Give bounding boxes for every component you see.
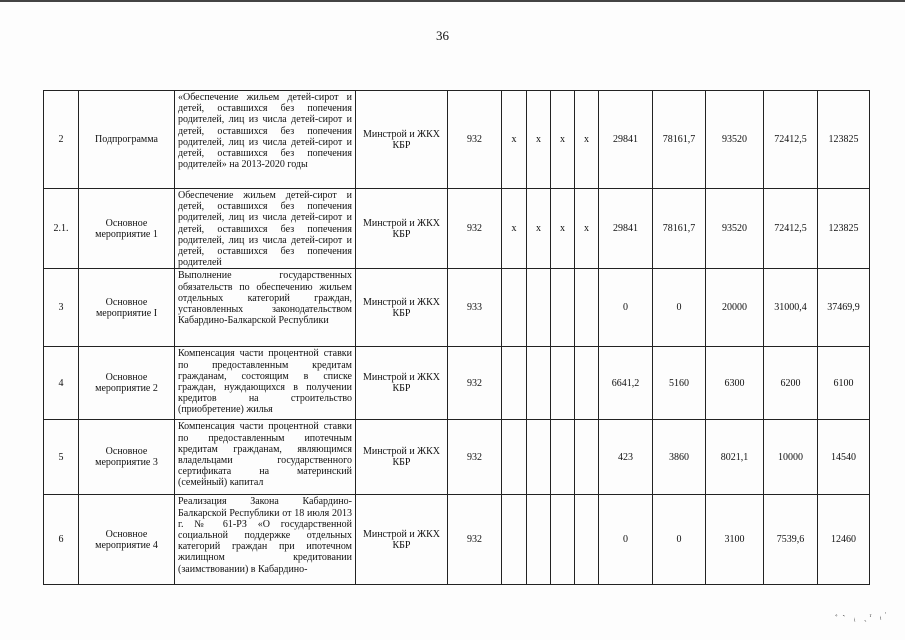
- cell-c1: [502, 420, 527, 495]
- table-row: [44, 189, 870, 269]
- cell-code: 932: [448, 495, 502, 585]
- cell-v1: 6641,2: [599, 347, 653, 420]
- cell-c3: [551, 347, 575, 420]
- table-row: [44, 269, 870, 347]
- cell-c2: [527, 420, 551, 495]
- cell-v2: 3860: [653, 420, 706, 495]
- cell-v1: 0: [599, 269, 653, 347]
- cell-v4: 31000,4: [764, 269, 818, 347]
- cell-desc: Выполнение государственных обязательств по обеспечению жильем отдельных категорий граждан, установленных законодательством Кабардино-Балкарской Республики: [175, 269, 356, 347]
- cell-exec: Минстрой и ЖКХ КБР: [356, 420, 448, 495]
- cell-c1: х: [502, 91, 527, 189]
- cell-v1: 0: [599, 495, 653, 585]
- cell-c3: [551, 495, 575, 585]
- cell-v5: 12460: [818, 495, 870, 585]
- cell-num: 3: [44, 269, 79, 347]
- cell-v5: 37469,9: [818, 269, 870, 347]
- cell-v4: 7539,6: [764, 495, 818, 585]
- cell-v3: 93520: [706, 189, 764, 269]
- cell-c1: [502, 269, 527, 347]
- cell-c1: х: [502, 189, 527, 269]
- cell-v2: 0: [653, 269, 706, 347]
- cell-v2: 78161,7: [653, 189, 706, 269]
- cell-exec: Минстрой и ЖКХ КБР: [356, 189, 448, 269]
- cell-c2: х: [527, 189, 551, 269]
- cell-c2: [527, 495, 551, 585]
- cell-exec: Минстрой и ЖКХ КБР: [356, 347, 448, 420]
- cell-v3: 93520: [706, 91, 764, 189]
- cell-type: Подпрограмма: [79, 91, 175, 189]
- cell-desc: Компенсация части процентной ставки по предоставленным ипотечным кредитам гражданам, являющимся владельцами государственного сертификата на материнский (семейный) капитал: [175, 420, 356, 495]
- cell-type: Основное мероприятие I: [79, 269, 175, 347]
- cell-v3: 3100: [706, 495, 764, 585]
- cell-v5: 123825: [818, 189, 870, 269]
- cell-type: Основное мероприятие 4: [79, 495, 175, 585]
- cell-v1: 423: [599, 420, 653, 495]
- cell-v2: 78161,7: [653, 91, 706, 189]
- cell-v4: 72412,5: [764, 91, 818, 189]
- cell-c3: [551, 269, 575, 347]
- cell-c1: [502, 347, 527, 420]
- cell-desc: Компенсация части процентной ставки по предоставленным кредитам гражданам, состоящим в списке граждан, нуждающихся в получении кредитов на строительство (приобретение) жилья: [175, 347, 356, 420]
- cell-desc: «Обеспечение жильем детей-сирот и детей, оставшихся без попечения родителей, лиц из числа детей-сирот и детей, оставшихся без попечения родителей, лиц из числа детей-сирот и детей, оставшихся без попечения родителей» на 2013-2020 годы: [175, 91, 356, 189]
- cell-desc: Реализация Закона Кабардино-Балкарской Республики от 18 июля 2013 г. № 61-РЗ «О государственной социальной поддержке отдельных категорий граждан при ипотечном жилищном кредитовании (заимствовании) в Кабардино-: [175, 495, 356, 585]
- cell-c2: [527, 269, 551, 347]
- cell-c4: [575, 347, 599, 420]
- cell-v4: 10000: [764, 420, 818, 495]
- cell-c3: [551, 420, 575, 495]
- cell-code: 932: [448, 189, 502, 269]
- cell-type: Основное мероприятие 3: [79, 420, 175, 495]
- cell-c4: [575, 420, 599, 495]
- cell-v3: 8021,1: [706, 420, 764, 495]
- cell-v5: 14540: [818, 420, 870, 495]
- cell-num: 6: [44, 495, 79, 585]
- cell-exec: Минстрой и ЖКХ КБР: [356, 495, 448, 585]
- cell-v2: 5160: [653, 347, 706, 420]
- cell-v3: 6300: [706, 347, 764, 420]
- cell-code: 932: [448, 91, 502, 189]
- cell-exec: Минстрой и ЖКХ КБР: [356, 91, 448, 189]
- cell-c4: [575, 269, 599, 347]
- table-row: [44, 420, 870, 495]
- cell-c2: х: [527, 91, 551, 189]
- cell-desc: Обеспечение жильем детей-сирот и детей, оставшихся без попечения родителей, лиц из числа детей-сирот и детей, оставшихся без попечения родителей, лиц из числа детей-сирот и детей, оставшихся без попечения родителей: [175, 189, 356, 269]
- cell-v1: 29841: [599, 91, 653, 189]
- cell-type: Основное мероприятие 2: [79, 347, 175, 420]
- top-border-line: [0, 0, 905, 2]
- cell-c3: х: [551, 91, 575, 189]
- cell-v4: 6200: [764, 347, 818, 420]
- cell-num: 2: [44, 91, 79, 189]
- table-row: [44, 495, 870, 585]
- cell-num: 4: [44, 347, 79, 420]
- cell-v5: 6100: [818, 347, 870, 420]
- cell-c2: [527, 347, 551, 420]
- cell-v5: 123825: [818, 91, 870, 189]
- cell-c4: х: [575, 189, 599, 269]
- handwritten-mark: ﾞ` ᵢ ˏʳ ᵢ˙: [834, 610, 891, 624]
- cell-v1: 29841: [599, 189, 653, 269]
- cell-c4: х: [575, 91, 599, 189]
- cell-v4: 72412,5: [764, 189, 818, 269]
- cell-code: 933: [448, 269, 502, 347]
- cell-c3: х: [551, 189, 575, 269]
- cell-c1: [502, 495, 527, 585]
- cell-num: 2.1.: [44, 189, 79, 269]
- cell-c4: [575, 495, 599, 585]
- cell-v3: 20000: [706, 269, 764, 347]
- cell-exec: Минстрой и ЖКХ КБР: [356, 269, 448, 347]
- cell-code: 932: [448, 420, 502, 495]
- cell-type: Основное мероприятие 1: [79, 189, 175, 269]
- page-number: 36: [436, 28, 449, 43]
- table-row: [44, 347, 870, 420]
- cell-num: 5: [44, 420, 79, 495]
- program-table: [43, 90, 870, 585]
- cell-code: 932: [448, 347, 502, 420]
- cell-v2: 0: [653, 495, 706, 585]
- table-row: [44, 91, 870, 189]
